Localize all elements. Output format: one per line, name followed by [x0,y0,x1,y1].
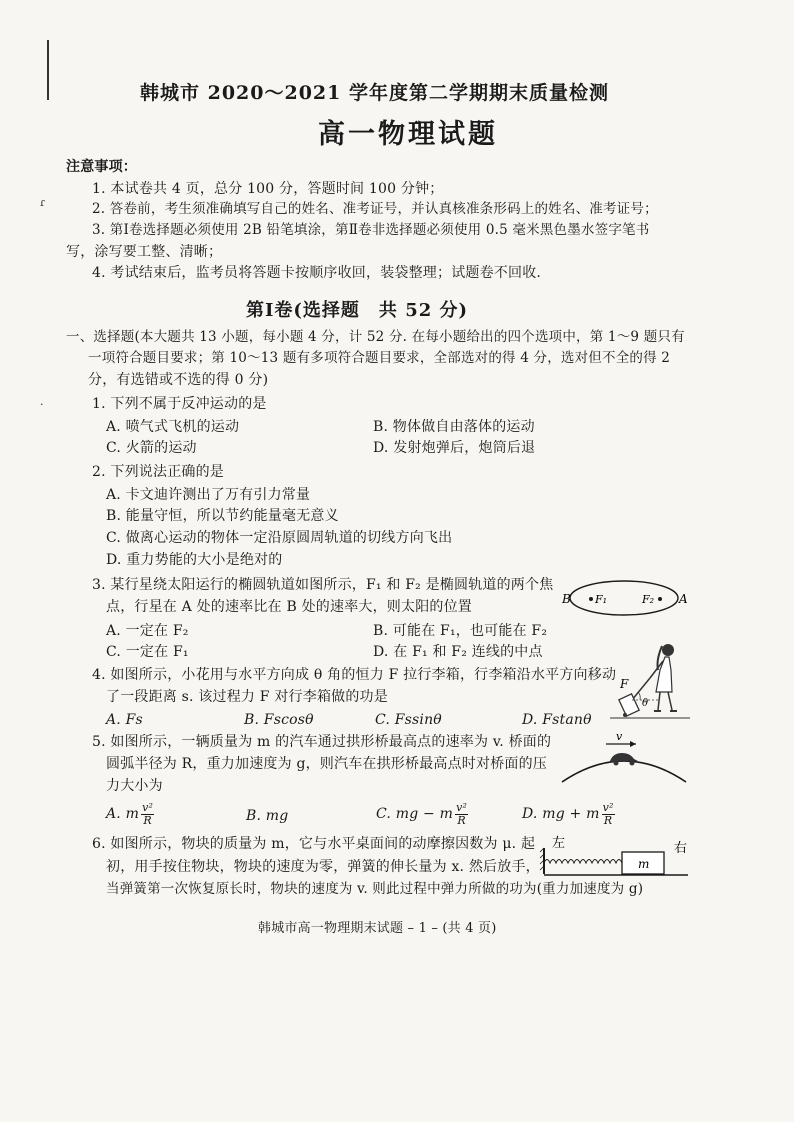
question-stem: 力大小为 [106,778,163,794]
notice-item: 2. 答卷前，考生须准确填写自己的姓名、准考证号，并认真核准条形码上的姓名、准考证号； [92,201,658,217]
notice-item: 1. 本试卷共 4 页，总分 100 分，答题时间 100 分钟； [92,181,444,197]
left-label: 左 [552,836,566,851]
option-a: A. 喷气式飞机的运动 [106,419,240,435]
block-mass-label: m [638,857,650,871]
suitcase [619,694,639,716]
point-b-label: B [562,592,571,606]
section-intro: 一、选择题(本大题共 13 小题，每小题 4 分，计 52 分. 在每小题给出的四个选项中，第 1～9 题只有 [66,329,685,345]
option-d: D. 重力势能的大小是绝对的 [106,552,283,568]
f1-label: F₁ [595,593,608,606]
force-label: F [620,677,629,691]
question-stem: 了一段距离 s. 该过程力 F 对行李箱做的功是 [106,689,388,705]
question-stem: 2. 下列说法正确的是 [92,464,225,480]
arch-bridge-figure [558,728,690,786]
section-intro: 一项符合题目要求；第 10～13 题有多项符合题目要求，全部选对的得 4 分，选对但不全的得 2 [88,350,671,366]
ellipse-orbit-figure [560,578,690,620]
focus-f2-dot [658,597,662,601]
subject-title: 高一物理试题 [318,119,498,150]
car [610,753,638,762]
option-a: A. m $\frac{\text{v²}}{R}$ [106,801,154,827]
notice-item: 写，涂写要工整、清晰； [66,244,223,260]
page-footer: 韩城市高一物理期末试题 – 1 – (共 4 页) [258,921,497,936]
question-stem: 点，行星在 A 处的速率比在 B 处的速率大，则太阳的位置 [106,599,472,615]
f2-label: F₂ [642,593,655,606]
person-head [662,644,674,656]
bridge-arc [562,761,686,782]
scan-edge-line [47,40,49,100]
option-d: D. Fstanθ [522,712,592,728]
option-d: D. 发射炮弹后，炮筒后退 [373,440,536,456]
option-a: A. Fs [106,712,143,728]
margin-mark: ɾ [40,196,45,209]
option-b: B. mg [246,808,289,824]
focus-f1-dot [589,597,593,601]
angle-label: θ [642,698,649,709]
force-handle-line [632,678,650,700]
notice-heading: 注意事项： [66,159,137,175]
question-stem: 当弹簧第一次恢复原长时，物块的速度为 v. 则此过程中弹力所做的功为(重力加速度为 g) [106,881,644,897]
option-a: A. 一定在 F₂ [106,623,189,639]
option-c: C. 做离心运动的物体一定沿原圆周轨道的切线方向飞出 [106,530,453,546]
question-stem: 1. 下列不属于反冲运动的是 [92,396,267,412]
exam-title: 韩城市 2020～2021 学年度第二学期期末质量检测 [140,82,609,104]
notice-item: 3. 第Ⅰ卷选择题必须使用 2B 铅笔填涂，第Ⅱ卷非选择题必须使用 0.5 毫米黑色墨水签字笔书 [92,222,650,238]
question-stem: 初，用手按住物块，物块的速度为零，弹簧的伸长量为 x. 然后放手， [106,859,540,875]
notice-item: 4. 考试结束后，监考员将答题卡按顺序收回，装袋整理；试题卷不回收. [92,265,542,281]
option-b: B. 能量守恒，所以节约能量毫无意义 [106,508,339,524]
option-c: C. 火箭的运动 [106,440,197,456]
section-intro: 分，有选错或不选的得 0 分) [88,372,269,388]
option-a: A. 卡文迪许测出了万有引力常量 [106,487,311,503]
option-c: C. Fssinθ [375,712,442,728]
option-d: D. mg + m $\frac{\text{v²}}{R}$ [522,801,614,827]
point-a-label: A [679,592,688,606]
question-stem: 圆弧半径为 R，重力加速度为 g，则汽车在拱形桥最高点时对桥面的压 [106,756,548,772]
question-stem: 5. 如图所示，一辆质量为 m 的汽车通过拱形桥最高点的速率为 v. 桥面的 [92,734,552,750]
right-label: 右 [674,841,688,856]
option-c: C. 一定在 F₁ [106,644,189,660]
option-b: B. 可能在 F₁，也可能在 F₂ [373,623,548,639]
spring-block-figure [538,834,694,878]
velocity-label: v [616,730,623,743]
question-stem: 4. 如图所示，小花用与水平方向成 θ 角的恒力 F 拉行李箱，行李箱沿水平方向移动 [92,667,617,683]
question-stem: 6. 如图所示，物块的质量为 m，它与水平桌面间的动摩擦因数为 μ. 起 [92,836,536,852]
option-b: B. Fscosθ [244,712,314,728]
spring [544,860,622,864]
margin-mark: · [40,398,44,411]
question-stem: 3. 某行星绕太阳运行的椭圆轨道如图所示，F₁ 和 F₂ 是椭圆轨道的两个焦 [92,577,554,593]
section-title: 第Ⅰ卷(选择题 共 52 分) [246,300,469,321]
option-b: B. 物体做自由落体的运动 [373,419,535,435]
option-d: D. 在 F₁ 和 F₂ 连线的中点 [373,644,543,660]
orbit-ellipse [570,581,678,615]
option-c: C. mg − m $\frac{\text{v²}}{R}$ [376,801,468,827]
luggage-figure [608,640,694,722]
